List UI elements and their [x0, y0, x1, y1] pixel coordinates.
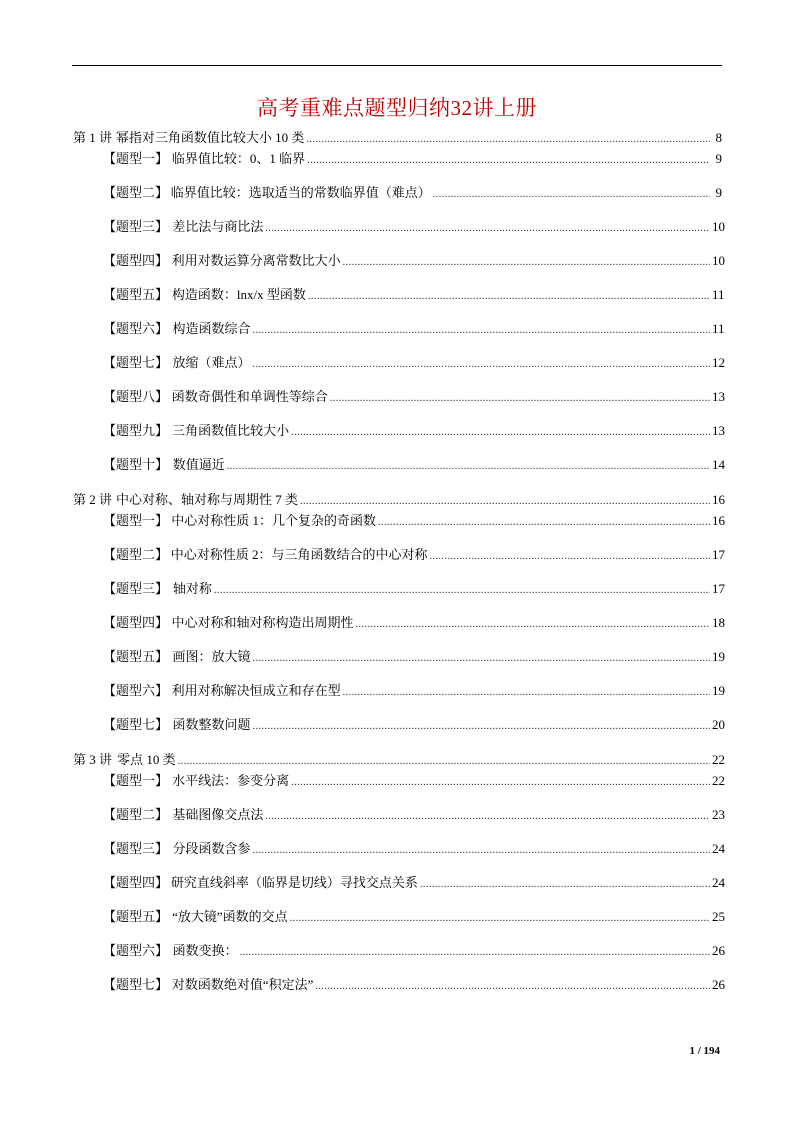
topic-tag: 【题型二】: [103, 547, 169, 562]
dot-leader: [307, 153, 710, 169]
page-number: 9: [715, 151, 722, 166]
page-number: 22: [712, 752, 725, 767]
toc-topic[interactable]: [103, 615, 725, 633]
topic-tag: 【题型五】: [103, 287, 169, 302]
topic-tag: 【题型三】: [103, 841, 169, 856]
toc-topic[interactable]: [103, 355, 725, 373]
page-indicator: 1 / 194: [689, 1045, 720, 1057]
topic-title: 函数奇偶性和单调性等综合: [171, 389, 328, 404]
topic-tag: 【题型四】: [103, 253, 169, 268]
page-number: 24: [712, 841, 725, 856]
page-number: 11: [712, 287, 725, 302]
page-number: 10: [712, 253, 725, 268]
dot-leader: [291, 775, 710, 791]
toc-topic[interactable]: [103, 841, 725, 859]
topic-title: 中心对称性质 2：与三角函数结合的中心对称: [170, 547, 428, 562]
dot-leader: [252, 719, 710, 735]
dot-leader: [343, 685, 710, 701]
dot-leader: [252, 357, 710, 373]
toc-topic[interactable]: [103, 807, 725, 825]
page-number: 12: [712, 355, 725, 370]
topic-title: 放缩（难点）: [172, 355, 251, 370]
toc-topic[interactable]: [103, 581, 725, 599]
dot-leader: [240, 945, 710, 961]
dot-leader: [355, 617, 710, 633]
topic-title: 数值逼近: [172, 457, 225, 472]
toc-topic[interactable]: [103, 151, 722, 169]
dot-leader: [378, 515, 710, 531]
page-number: 22: [712, 773, 725, 788]
page-number: 23: [712, 807, 725, 822]
toc-topic[interactable]: [103, 513, 725, 531]
page-number: 19: [712, 649, 725, 664]
toc-topic[interactable]: [103, 943, 725, 961]
topic-title: 基础图像交点法: [172, 807, 264, 822]
dot-leader: [252, 651, 710, 667]
topic-tag: 【题型五】: [103, 909, 169, 924]
toc-lecture-2[interactable]: [73, 492, 725, 510]
toc-topic[interactable]: [103, 321, 725, 339]
page-number: 25: [712, 909, 725, 924]
topic-tag: 【题型一】: [103, 513, 169, 528]
toc-topic[interactable]: [103, 457, 725, 475]
topic-tag: 【题型三】: [103, 581, 169, 596]
topic-tag: 【题型六】: [103, 321, 169, 336]
toc-topic[interactable]: [103, 389, 725, 407]
dot-leader: [265, 221, 710, 237]
topic-title: 研究直线斜率（临界是切线）寻找交点关系: [170, 875, 418, 890]
dot-leader: [227, 459, 710, 475]
page-number: 14: [712, 457, 725, 472]
topic-title: 水平线法：参变分离: [172, 773, 290, 788]
lecture-label: 第 1 讲: [73, 130, 113, 145]
topic-title: 分段函数含参: [172, 841, 251, 856]
toc-topic[interactable]: [103, 683, 725, 701]
dot-leader: [330, 391, 710, 407]
page-number: 10: [712, 219, 725, 234]
topic-tag: 【题型二】: [103, 807, 169, 822]
toc-topic[interactable]: [103, 423, 725, 441]
topic-title: 三角函数值比较大小: [172, 423, 290, 438]
page-number: 13: [712, 389, 725, 404]
dot-leader: [178, 754, 710, 770]
topic-tag: 【题型十】: [103, 457, 169, 472]
topic-title: 轴对称: [172, 581, 212, 596]
toc-topic[interactable]: [103, 773, 725, 791]
topic-tag: 【题型七】: [103, 355, 169, 370]
header-rule: [72, 65, 722, 66]
topic-title: 画图：放大镜: [172, 649, 251, 664]
dot-leader: [433, 187, 710, 203]
page-number: 8: [715, 130, 722, 145]
dot-leader: [306, 132, 710, 148]
topic-title: “放大镜”函数的交点: [172, 909, 288, 924]
topic-title: 中心对称和轴对称构造出周期性: [171, 615, 354, 630]
page-number: 19: [712, 683, 725, 698]
page-number: 26: [712, 977, 725, 992]
dot-leader: [291, 425, 710, 441]
topic-tag: 【题型六】: [103, 943, 169, 958]
dot-leader: [308, 289, 710, 305]
toc-topic[interactable]: [103, 253, 725, 271]
toc-topic[interactable]: [103, 649, 725, 667]
header-mark: .: [536, 89, 538, 95]
page-number: 11: [712, 321, 725, 336]
dot-leader: [265, 809, 710, 825]
dot-leader: [252, 323, 710, 339]
toc-topic[interactable]: [103, 909, 725, 927]
topic-title: 利用对称解决恒成立和存在型: [171, 683, 341, 698]
topic-title: 中心对称性质 1：几个复杂的奇函数: [171, 513, 376, 528]
topic-tag: 【题型七】: [103, 977, 169, 992]
toc-lecture-3[interactable]: [73, 752, 725, 770]
toc-topic[interactable]: [103, 875, 725, 893]
document-title: 高考重难点题型归纳32讲上册: [257, 96, 537, 120]
topic-tag: 【题型四】: [103, 615, 169, 630]
lecture-title: 幂指对三角函数值比较大小 10 类: [115, 130, 305, 145]
page-number: 9: [715, 185, 722, 200]
lecture-title: 零点 10 类: [117, 752, 176, 767]
page-number: 18: [712, 615, 725, 630]
toc-topic[interactable]: [103, 287, 725, 305]
topic-tag: 【题型一】: [103, 773, 169, 788]
topic-title: 函数整数问题: [172, 717, 251, 732]
topic-tag: 【题型一】: [103, 151, 169, 166]
topic-tag: 【题型七】: [103, 717, 169, 732]
lecture-title: 中心对称、轴对称与周期性 7 类: [115, 492, 298, 507]
topic-title: 构造函数综合: [172, 321, 251, 336]
page-number: 26: [712, 943, 725, 958]
dot-leader: [290, 911, 710, 927]
page-number: 17: [712, 547, 725, 562]
dot-leader: [252, 843, 710, 859]
dot-leader: [214, 583, 710, 599]
topic-title: 函数变换：: [172, 943, 238, 958]
topic-tag: 【题型三】: [103, 219, 169, 234]
topic-title: 利用对数运算分离常数比大小: [171, 253, 341, 268]
toc-lecture-1[interactable]: [73, 130, 722, 148]
topic-tag: 【题型二】: [103, 185, 169, 200]
toc-topic[interactable]: [103, 185, 722, 203]
topic-tag: 【题型九】: [103, 423, 169, 438]
toc-topic[interactable]: [103, 219, 725, 237]
toc-topic[interactable]: [103, 547, 725, 565]
topic-tag: 【题型四】: [103, 875, 169, 890]
topic-tag: 【题型五】: [103, 649, 169, 664]
topic-title: 临界值比较：选取适当的常数临界值（难点）: [170, 185, 431, 200]
toc-topic[interactable]: [103, 977, 725, 995]
lecture-label: 第 3 讲: [73, 752, 113, 767]
toc-topic[interactable]: [103, 717, 725, 735]
dot-leader: [343, 255, 710, 271]
topic-title: 构造函数：lnx/x 型函数: [171, 287, 306, 302]
topic-title: 对数函数绝对值“积定法”: [171, 977, 314, 992]
page-number: 16: [712, 492, 725, 507]
dot-leader: [315, 979, 710, 995]
dot-leader: [420, 877, 710, 893]
dot-leader: [300, 494, 710, 510]
topic-title: 临界值比较：0、1 临界: [171, 151, 306, 166]
page-number: 17: [712, 581, 725, 596]
topic-title: 差比法与商比法: [172, 219, 264, 234]
page-number: 20: [712, 717, 725, 732]
page-number: 13: [712, 423, 725, 438]
topic-tag: 【题型六】: [103, 683, 169, 698]
page-number: 24: [712, 875, 725, 890]
lecture-label: 第 2 讲: [73, 492, 113, 507]
topic-tag: 【题型八】: [103, 389, 169, 404]
dot-leader: [430, 549, 711, 565]
page-number: 16: [712, 513, 725, 528]
